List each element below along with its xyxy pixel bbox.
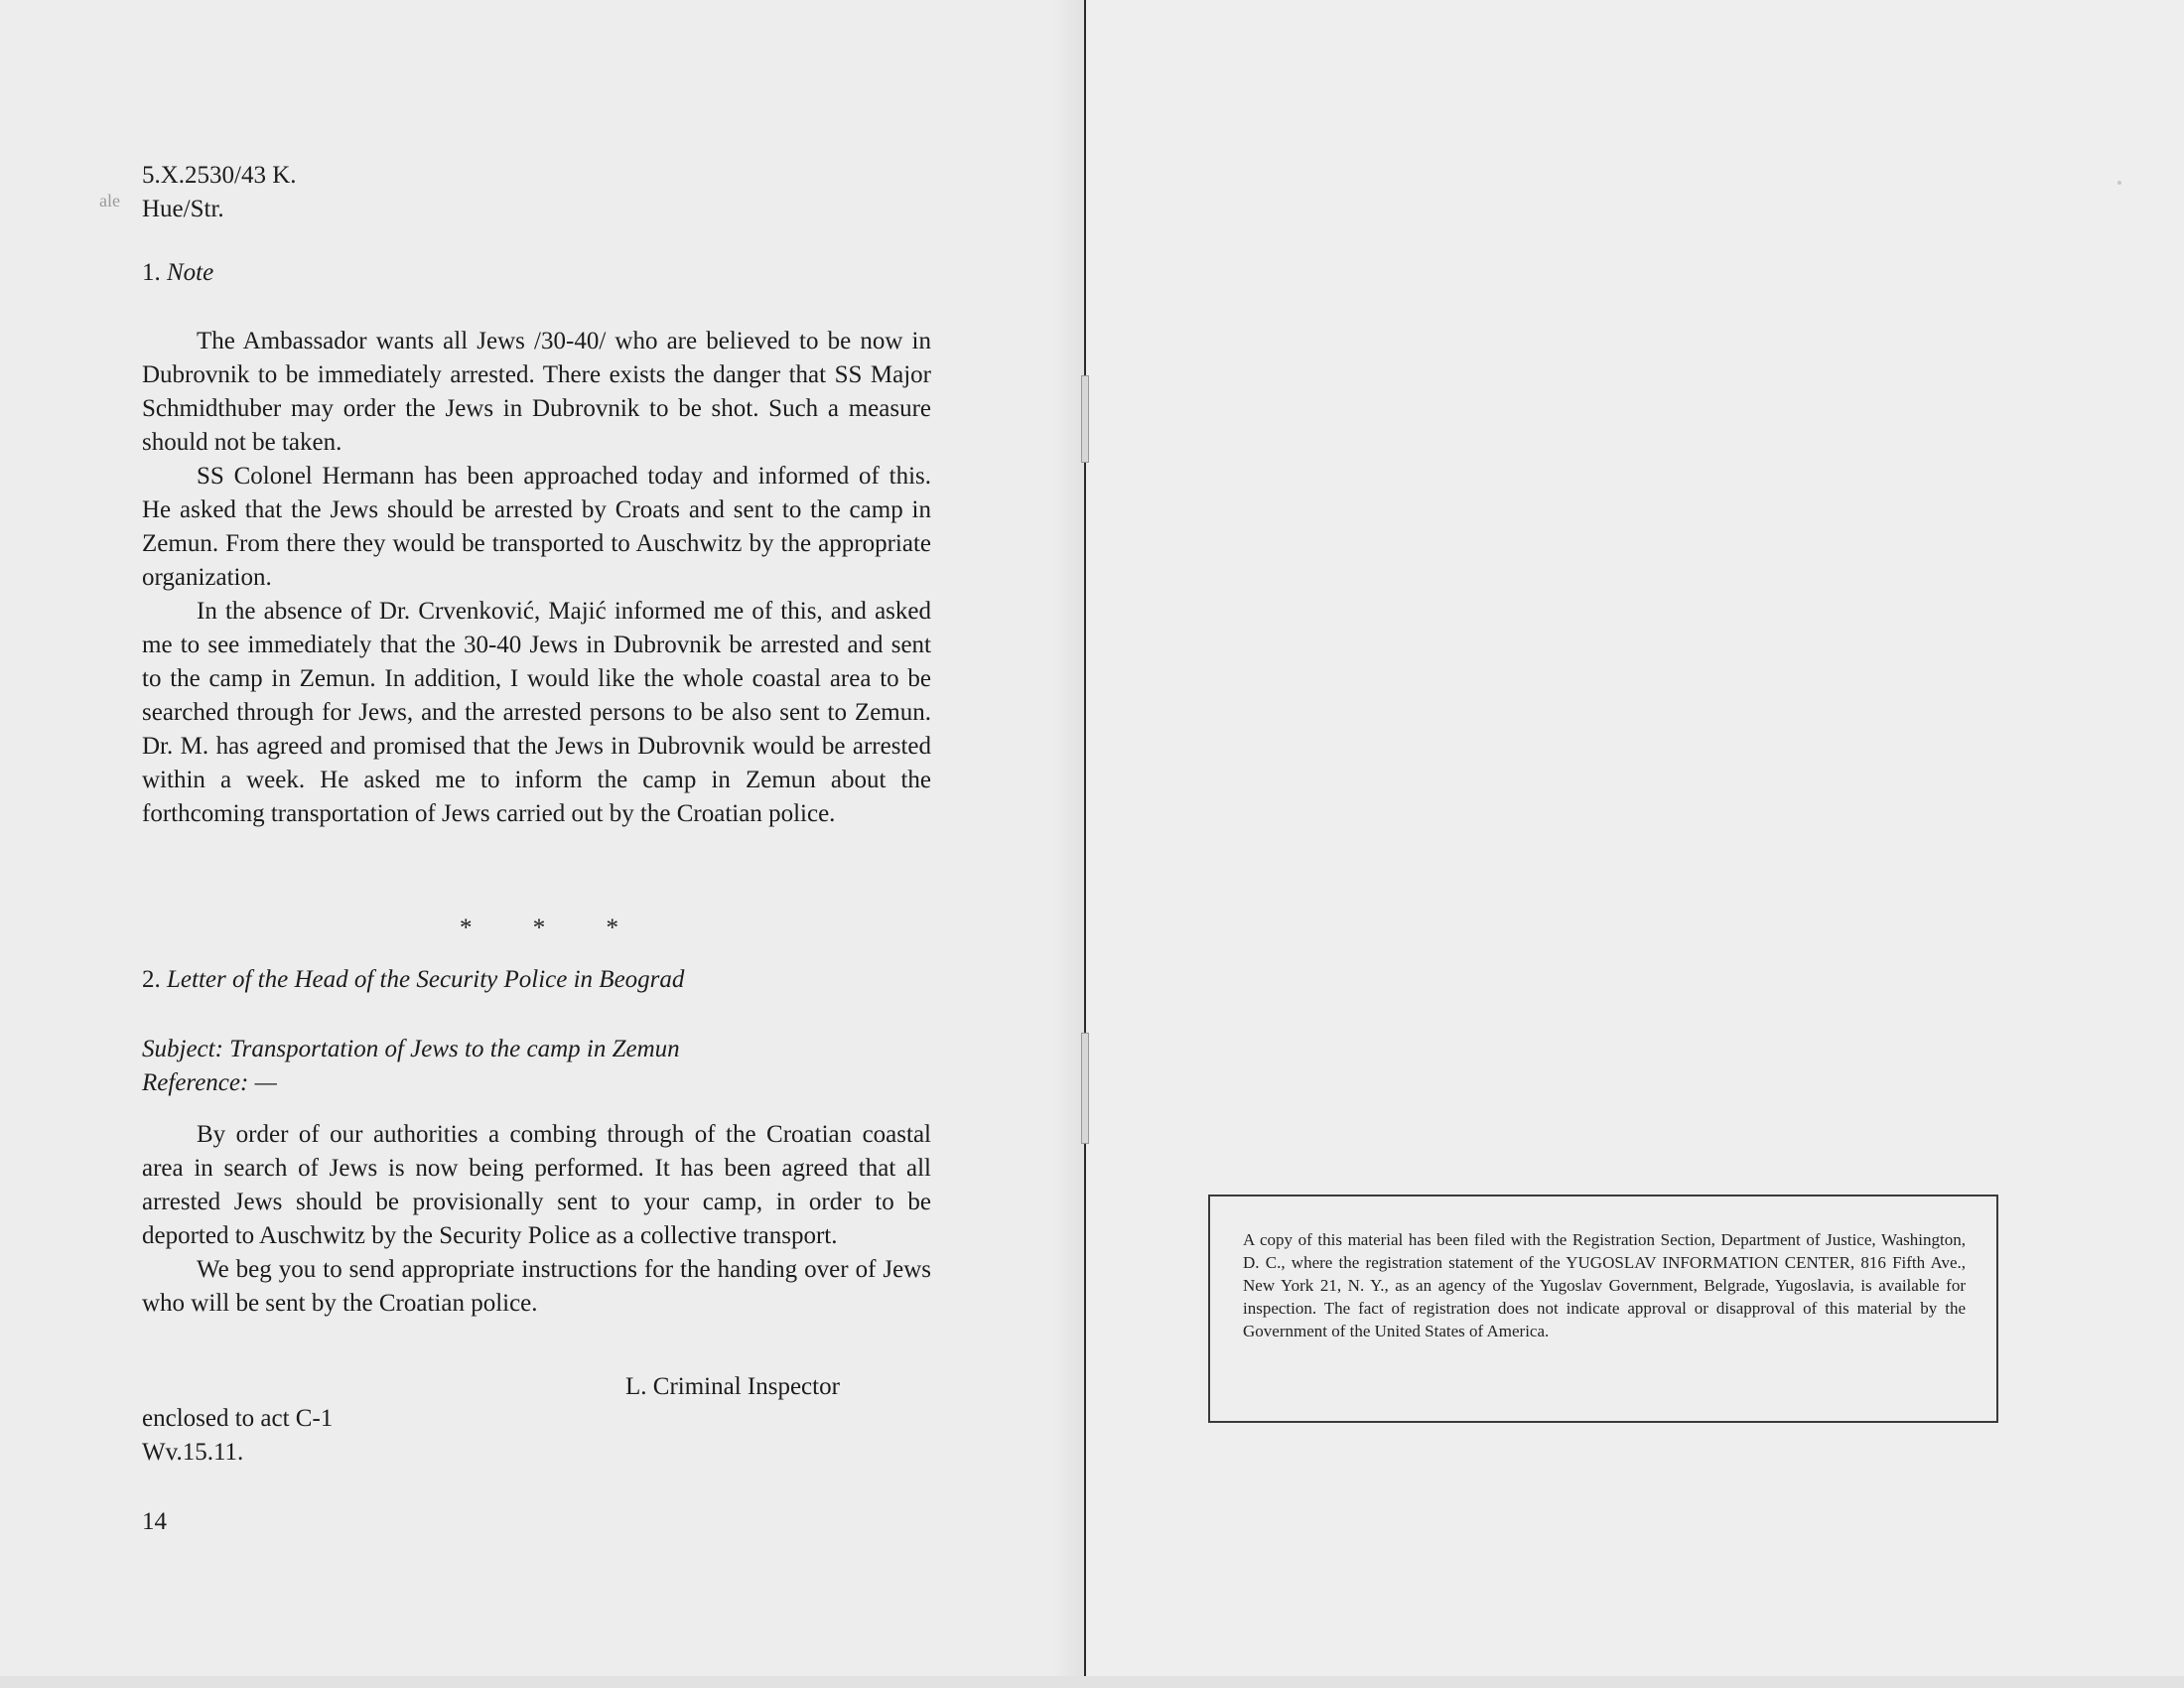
page-number: 14 — [142, 1508, 167, 1535]
book-spine — [1084, 0, 1086, 1676]
reference-line: Reference: — — [142, 1069, 277, 1096]
note-paragraph: In the absence of Dr. Crvenković, Majić informed me of this, and asked me to see immediately that the 30-40 Jews in Dubrovnik be arrested and sent to the camp in Zemun. In addition, I would like the whole coastal area to be searched through for Jews, and the arrested persons to be also sent to Zemun. Dr. M. has agreed and promised that the Jews in Dubrovnik would be arrested within a week. He asked me to inform the camp in Zemun about the forthcoming transportation of Jews carried out by the Croatian police. — [142, 598, 931, 827]
note-heading-title: Note — [167, 259, 214, 286]
letter-heading-number: 2. — [142, 966, 161, 993]
note-paragraph: The Ambassador wants all Jews /30-40/ who are believed to be now in Dubrovnik to be immediately arrested. There exists the danger that SS Major Schmidthuber may order the Jews in Dubrovnik to be shot. Such a measure should not be taken. — [142, 328, 931, 456]
ref-line-file-number: 5.X.2530/43 K. — [142, 162, 297, 189]
letter-heading-title: Letter of the Head of the Security Police in Beograd — [167, 966, 685, 993]
letter-paragraph: We beg you to send appropriate instructions for the handing over of Jews who will be sent by the Croatian police. — [142, 1256, 931, 1317]
paper-speck — [2117, 181, 2121, 185]
reference-block — [142, 159, 931, 226]
staple-bottom — [1081, 1033, 1089, 1144]
letter-heading — [142, 963, 684, 997]
right-page — [1086, 0, 2184, 1676]
letter-paragraph: By order of our authorities a combing through of the Croatian coastal area in search of Jews is now being performed. It has been agreed that all arrested Jews should be provisionally sent to your camp, in order to be deported to Auschwitz by the Security Police as a collective transport. — [142, 1121, 931, 1249]
note-paragraph: SS Colonel Hermann has been approached today and informed of this. He asked that the Jews should be arrested by Croats and sent to the camp in Zemun. From there they would be transported to Auschwitz by the appropriate organization. — [142, 463, 931, 591]
note-heading — [142, 256, 213, 290]
separator-star: * — [606, 914, 618, 941]
separator-star: * — [460, 914, 473, 941]
margin-mark: ale — [99, 191, 120, 211]
ref-line-initials: Hue/Str. — [142, 196, 224, 222]
spine-shadow — [1052, 0, 1084, 1676]
enclosure-note — [142, 1402, 333, 1470]
note-body — [142, 325, 931, 831]
enclosure-line: enclosed to act C-1 — [142, 1405, 334, 1432]
staple-top — [1081, 375, 1089, 463]
subject-line: Subject: Transportation of Jews to the camp in Zemun — [142, 1036, 680, 1062]
scan-bottom-edge — [0, 1676, 2184, 1688]
signature: L. Criminal Inspector — [625, 1373, 840, 1400]
separator-star: * — [532, 914, 546, 941]
letter-body — [142, 1118, 931, 1321]
registration-notice-text: A copy of this material has been filed with the Registration Section, Department of Justice, Washington, D. C., where the registration statement of the YUGOSLAV INFORMATION CENTER, 816 Fifth Ave., New York 21, N. Y., as an agency of the Yugoslav Government, Belgrade, Yugoslavia, is available for inspection. The fact of registration does not indicate approval or disapproval of this material by the Government of the United States of America. — [1243, 1230, 1966, 1340]
enclosure-line: Wv.15.11. — [142, 1439, 244, 1466]
note-heading-number: 1. — [142, 259, 161, 286]
section-separator — [460, 912, 618, 945]
